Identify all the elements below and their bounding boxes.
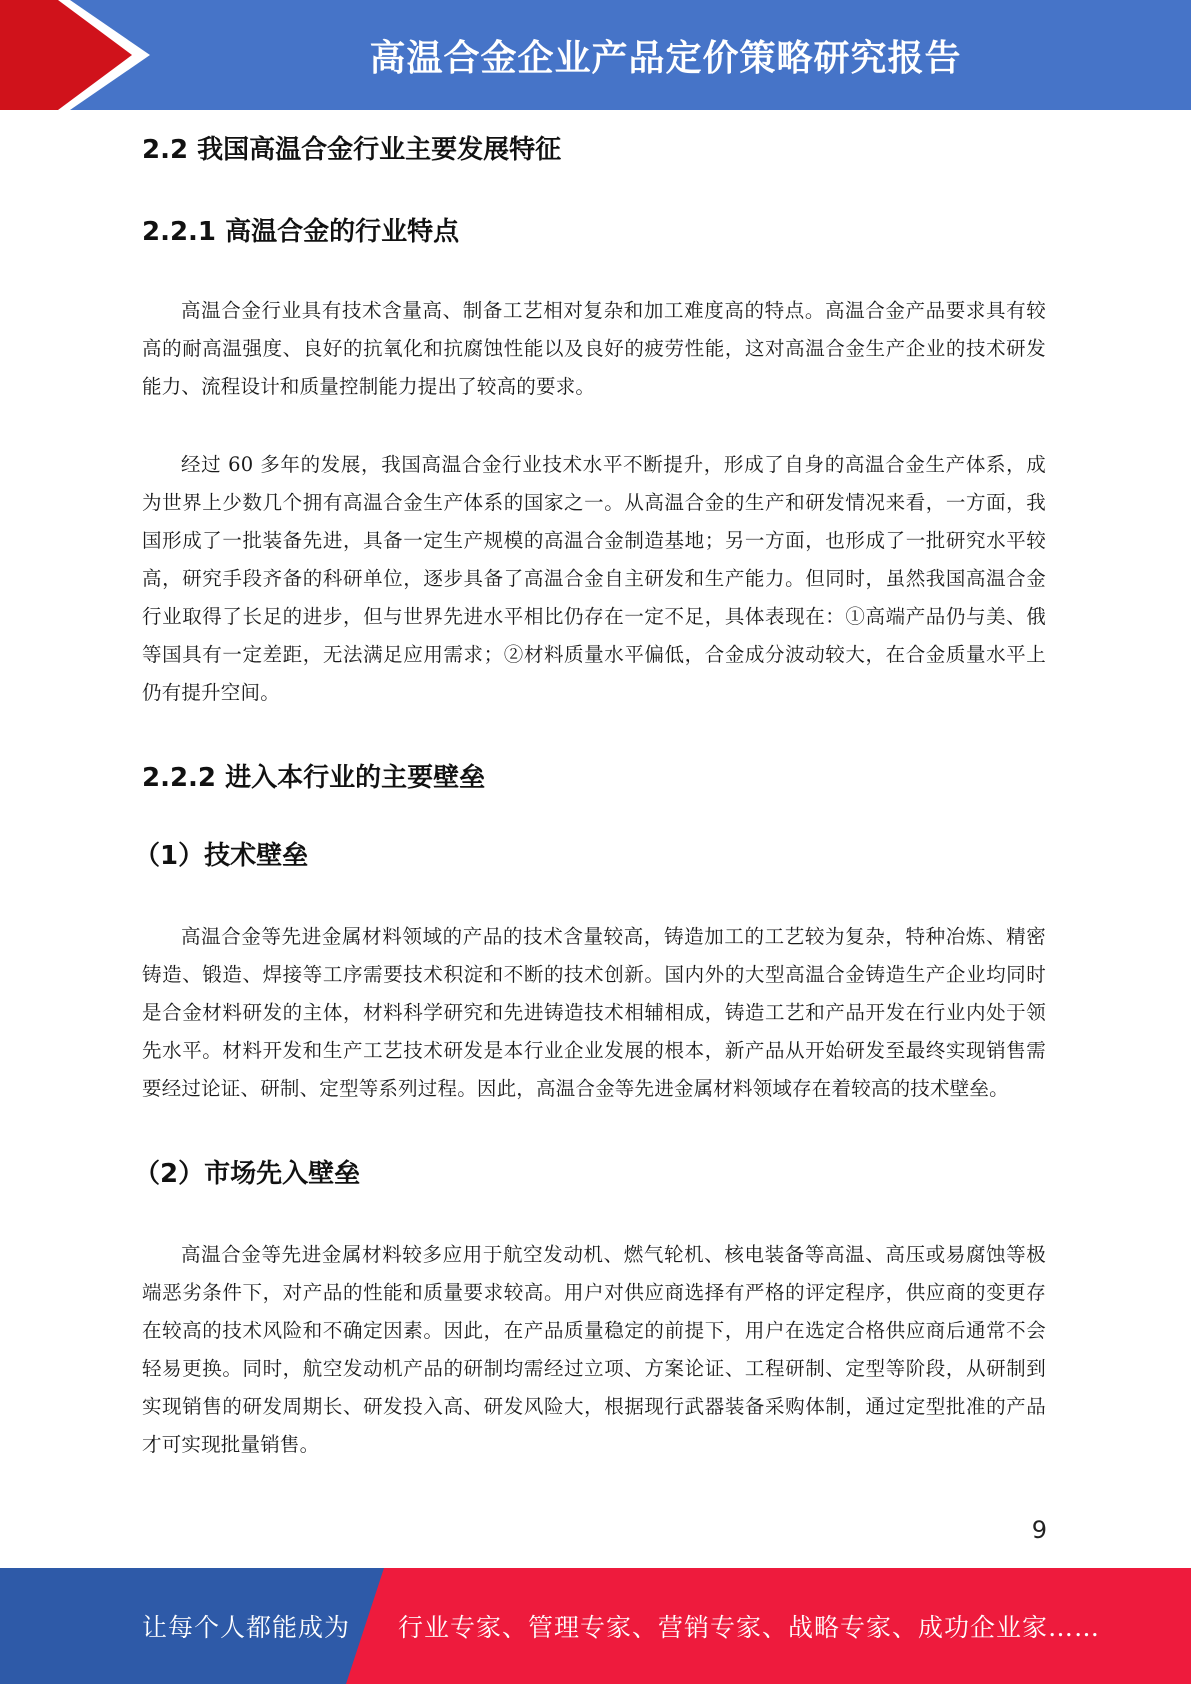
page-content [134,126,1046,1464]
section-heading: 2.2 我国高温合金行业主要发展特征 [142,135,562,165]
subsection-heading-industry-features: 2.2.1 高温合金的行业特点 [142,217,460,247]
barrier-heading-market-entry: （2）市场先入壁垒 [134,1159,361,1189]
page-header [0,0,1191,110]
footer-slogan-left: 让每个人都能成为 [142,1613,351,1642]
chevron-logo-icon [0,0,160,110]
paragraph-technical-barrier: 高温合金等先进金属材料领域的产品的技术含量较高，铸造加工的工艺较为复杂，特种冶炼、精密铸造、锻造、焊接等工序需要技术积淀和不断的技术创新。国内外的大型高温合金铸造生产企业均同时是合金材料研发的主体，材料科学研究和先进铸造技术相辅相成，铸造工艺和产品开发在行业内处于领先水平。材料开发和生产工艺技术研发是本行业企业发展的根本，新产品从开始研发至最终实现销售需要经过论证、研制、定型等系列过程。因此，高温合金等先进金属材料领域存在着较高的技术壁垒。 [142,925,1046,1100]
footer-slogan-right: 行业专家、管理专家、营销专家、战略专家、成功企业家…… [398,1613,1101,1642]
page-footer [0,1568,1191,1684]
paragraph-development-history: 经过 60 多年的发展，我国高温合金行业技术水平不断提升，形成了自身的高温合金生产体系，成为世界上少数几个拥有高温合金生产体系的国家之一。从高温合金的生产和研发情况来看，一方面，我国形成了一批装备先进，具备一定生产规模的高温合金制造基地；另一方面，也形成了一批研究水平较高，研究手段齐备的科研单位，逐步具备了高温合金自主研发和生产能力。但同时，虽然我国高温合金行业取得了长足的进步，但与世界先进水平相比仍存在一定不足，具体表现在：①高端产品仍与美、俄等国具有一定差距，无法满足应用需求；②材料质量水平偏低，合金成分波动较大，在合金质量水平上仍有提升空间。 [142,453,1046,704]
subsection-heading-entry-barriers: 2.2.2 进入本行业的主要壁垒 [142,763,486,793]
paragraph-industry-features: 高温合金行业具有技术含量高、制备工艺相对复杂和加工难度高的特点。高温合金产品要求具有较高的耐高温强度、良好的抗氧化和抗腐蚀性能以及良好的疲劳性能，这对高温合金生产企业的技术研发能力、流程设计和质量控制能力提出了较高的要求。 [142,299,1046,398]
report-title: 高温合金企业产品定价策略研究报告 [369,37,962,79]
page-number: 9 [1031,1516,1047,1544]
barrier-heading-technical: （1）技术壁垒 [134,841,309,871]
paragraph-market-entry-barrier: 高温合金等先进金属材料较多应用于航空发动机、燃气轮机、核电装备等高温、高压或易腐蚀等极端恶劣条件下，对产品的性能和质量要求较高。用户对供应商选择有严格的评定程序，供应商的变更存在较高的技术风险和不确定因素。因此，在产品质量稳定的前提下，用户在选定合格供应商后通常不会轻易更换。同时，航空发动机产品的研制均需经过立项、方案论证、工程研制、定型等阶段，从研制到实现销售的研发周期长、研发投入高、研发风险大，根据现行武器装备采购体制，通过定型批准的产品才可实现批量销售。 [142,1243,1046,1456]
